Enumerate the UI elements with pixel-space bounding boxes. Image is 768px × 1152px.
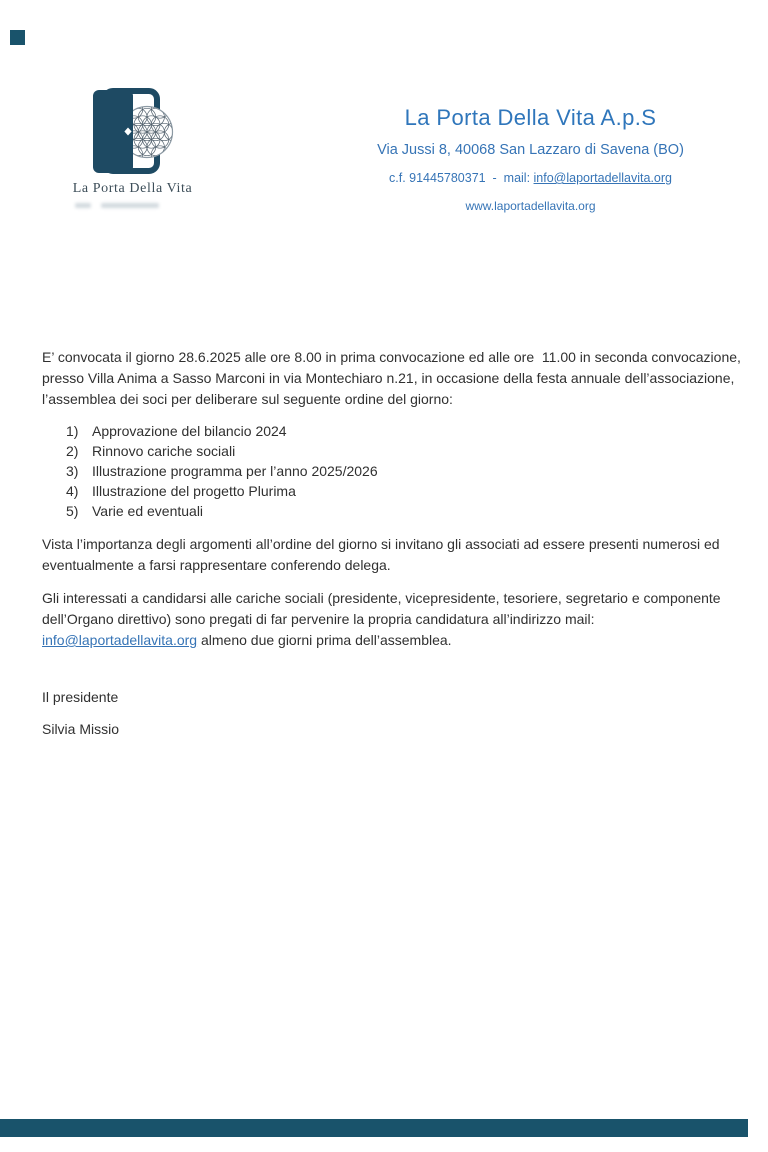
org-address: Via Jussi 8, 40068 San Lazzaro di Savena (BO) (377, 142, 684, 158)
logo-tagline-blur (55, 201, 210, 213)
logo-caption: La Porta Della Vita (72, 181, 193, 196)
agenda-item-number: 4) (66, 483, 79, 499)
agenda-item-number: 2) (66, 443, 79, 459)
agenda-item-text: Illustrazione programma per l’anno 2025/2026 (92, 463, 378, 479)
candidacy-text-after: almeno due giorni prima dell’assemblea. (197, 632, 452, 648)
agenda-item (42, 441, 750, 461)
agenda-item-text: Approvazione del bilancio 2024 (92, 423, 287, 439)
logo (55, 84, 210, 213)
org-website: www.laportadellavita.org (465, 199, 596, 213)
attendance-paragraph: Vista l’importanza degli argomenti all’ordine del giorno si invitano gli associati ad essere presenti numerosi ed eventualmente a farsi rappresentare conferendo delega. (42, 536, 724, 573)
fiscal-code-and-mail-label: c.f. 91445780371 - mail: (389, 171, 534, 185)
agenda-item-text: Rinnovo cariche sociali (92, 443, 236, 459)
agenda-item (42, 461, 750, 481)
agenda-item (42, 501, 750, 521)
letterhead (348, 105, 713, 213)
body-email-link[interactable]: info@laportadellavita.org (42, 632, 198, 648)
letter-body (42, 347, 750, 740)
agenda-item (42, 481, 750, 501)
convocation-paragraph: E’ convocata il giorno 28.6.2025 alle ore 8.00 in prima convocazione ed alle ore 11.00 in seconda convocazione, presso Villa Anima a Sasso Marconi in via Montechiaro n.21, in occasione della festa annuale dell’associazione, l’assemblea dei soci per deliberare sul seguente ordine del giorno: (42, 349, 745, 407)
open-door-flower-of-life-icon (87, 84, 179, 180)
signature-role: Il presidente (42, 689, 119, 705)
agenda-item-number: 5) (66, 503, 79, 519)
agenda-list (42, 421, 750, 521)
agenda-item-number: 1) (66, 423, 79, 439)
agenda-item-number: 3) (66, 463, 79, 479)
org-name: La Porta Della Vita A.p.S (404, 105, 657, 130)
header-email-link[interactable]: info@laportadellavita.org (533, 171, 672, 185)
signature-name: Silvia Missio (42, 721, 120, 737)
agenda-item (42, 421, 750, 441)
bottom-accent-bar (0, 1119, 748, 1137)
candidacy-text-before: Gli interessati a candidarsi alle cariche sociali (presidente, vicepresidente, tesoriere, segretario e componente dell’Organo direttivo) sono pregati di far pervenire la propria candidatura all’indirizzo mail: (42, 590, 725, 627)
top-left-accent-mark (10, 30, 25, 45)
agenda-item-text: Varie ed eventuali (92, 503, 204, 519)
candidacy-paragraph (42, 588, 750, 651)
org-contact-line (348, 171, 713, 185)
agenda-item-text: Illustrazione del progetto Plurima (92, 483, 296, 499)
